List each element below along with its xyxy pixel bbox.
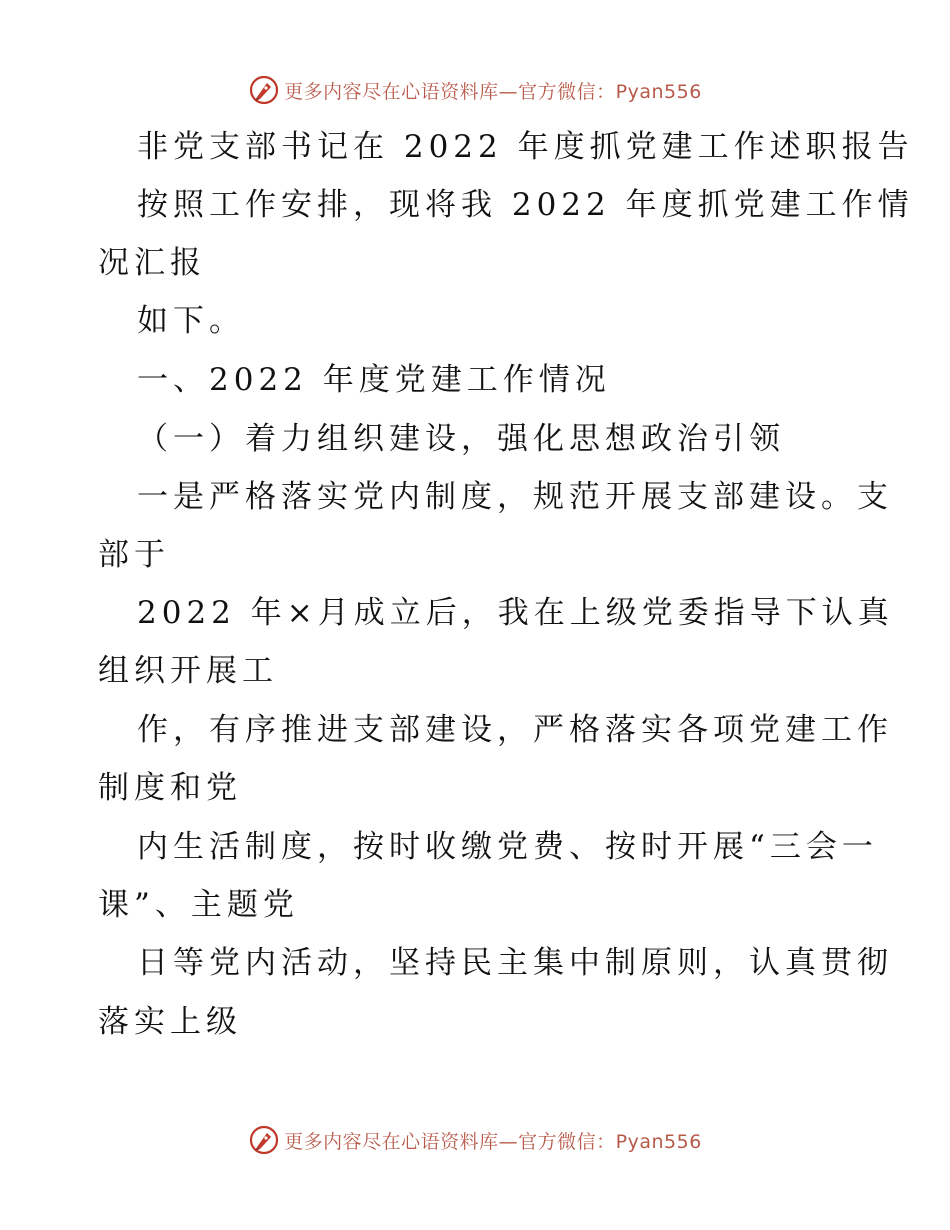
paragraph-line: 2022 年×月成立后，我在上级党委指导下认真 <box>137 595 894 631</box>
paragraph-line: 日等党内活动，坚持民主集中制原则，认真贯彻 <box>137 945 893 981</box>
header-watermark-banner <box>0 70 950 110</box>
pen-nib-logo-icon <box>248 74 280 106</box>
paragraph-line: 课”、主题党 <box>98 887 299 923</box>
document-title: 非党支部书记在 2022 年度抓党建工作述职报告 <box>137 129 914 165</box>
watermark-text: 更多内容尽在心语资料库—官方微信：Pyan556 <box>284 1130 702 1153</box>
footer-watermark-banner <box>0 1120 950 1160</box>
footer-watermark-content <box>248 1124 702 1156</box>
header-watermark-content <box>248 74 702 106</box>
paragraph-line: 按照工作安排，现将我 2022 年度抓党建工作情 <box>137 187 914 223</box>
paragraph-line: 况汇报 <box>98 245 206 281</box>
watermark-text: 更多内容尽在心语资料库—官方微信：Pyan556 <box>284 80 702 103</box>
paragraph-line: 组织开展工 <box>98 653 278 689</box>
paragraph-line: 落实上级 <box>98 1004 242 1040</box>
subsection-heading: （一）着力组织建设，强化思想政治引领 <box>137 421 785 457</box>
paragraph-line: 作，有序推进支部建设，严格落实各项党建工作 <box>137 712 893 748</box>
paragraph-line: 制度和党 <box>98 770 242 806</box>
paragraph-line: 如下。 <box>137 303 245 339</box>
paragraph-line: 部于 <box>98 537 170 573</box>
paragraph-line: 内生活制度，按时收缴党费、按时开展“三会一 <box>137 829 878 865</box>
paragraph-line: 一是严格落实党内制度，规范开展支部建设。支 <box>137 479 893 515</box>
section-heading: 一、2022 年度党建工作情况 <box>137 362 611 398</box>
pen-nib-logo-icon <box>248 1124 280 1156</box>
